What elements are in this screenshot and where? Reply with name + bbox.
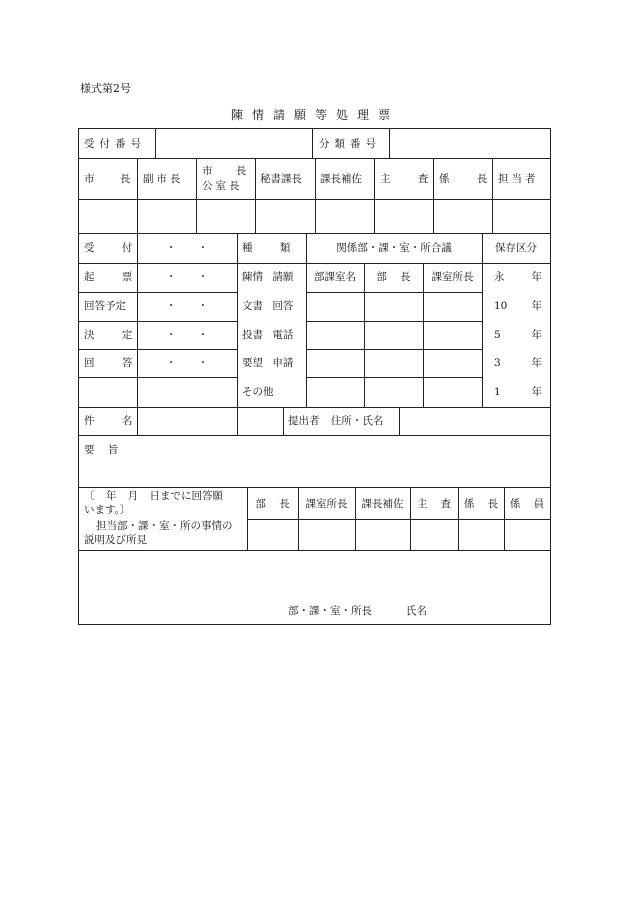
retention-10-years bbox=[494, 300, 542, 312]
rule bbox=[79, 550, 550, 551]
rule bbox=[374, 158, 375, 233]
rule bbox=[306, 292, 482, 293]
retention-1-year bbox=[494, 386, 542, 398]
retention-unit: 年 bbox=[531, 329, 542, 341]
rule bbox=[79, 435, 550, 436]
retention-unit: 年 bbox=[531, 357, 542, 369]
type-header: 種 類 bbox=[242, 242, 291, 254]
retention-unit: 年 bbox=[531, 271, 542, 283]
type-request-application: 要望 申請 bbox=[242, 357, 294, 369]
rule bbox=[492, 158, 493, 233]
rule bbox=[237, 233, 238, 435]
rule bbox=[389, 129, 390, 158]
response-col-inspector: 主 査 bbox=[416, 498, 452, 510]
approver-staff-in-charge: 担当者 bbox=[498, 173, 539, 185]
response-col-dept-head: 部 長 bbox=[255, 498, 290, 510]
classification-number-label: 分類番号 bbox=[319, 138, 381, 150]
rule bbox=[79, 487, 550, 488]
rule bbox=[355, 487, 356, 550]
date-value-answer: ・ ・ bbox=[165, 357, 209, 369]
response-deadline-line2: います。〕 bbox=[84, 504, 131, 516]
response-explanation-line2: 説明及び所見 bbox=[84, 534, 147, 546]
rule bbox=[482, 233, 483, 407]
approver-section-head: 係 長 bbox=[439, 173, 488, 185]
rule bbox=[364, 263, 365, 407]
date-label-decision: 決 定 bbox=[84, 329, 133, 341]
rule bbox=[79, 321, 237, 322]
related-col-dept-name: 部課室名 bbox=[314, 271, 356, 283]
approver-assistant-chief: 課長補佐 bbox=[320, 173, 362, 185]
subject-label: 件 名 bbox=[84, 415, 133, 427]
rule bbox=[196, 158, 197, 233]
retention-num: 永 bbox=[494, 271, 505, 283]
response-deadline-line1: 〔 年 月 日までに回答願 bbox=[84, 490, 224, 502]
date-label-planned-answer: 回答予定 bbox=[84, 300, 126, 312]
rule bbox=[399, 407, 400, 435]
rule bbox=[315, 158, 316, 233]
approver-mayor-2: 市 長 bbox=[202, 165, 247, 177]
rule bbox=[137, 158, 138, 233]
response-explanation-line1: 担当部・課・室・所の事情の bbox=[96, 520, 233, 532]
retention-num: 10 bbox=[494, 300, 508, 312]
approver-mayor: 市 長 bbox=[84, 173, 131, 185]
date-value-planned-answer: ・ ・ bbox=[165, 300, 209, 312]
rule bbox=[423, 263, 424, 407]
related-header: 関係部・課・室・所合議 bbox=[336, 242, 452, 254]
type-letter-phone: 投書 電話 bbox=[242, 329, 294, 341]
approver-office-chief: 公室長 bbox=[202, 180, 243, 192]
retention-5-years bbox=[494, 329, 542, 341]
rule bbox=[79, 292, 237, 293]
rule bbox=[458, 487, 459, 550]
rule bbox=[306, 233, 307, 407]
rule bbox=[306, 377, 482, 378]
footer-name-label: 氏名 bbox=[406, 605, 427, 617]
form-number: 様式第2号 bbox=[80, 82, 131, 95]
date-label-draft: 起 票 bbox=[84, 271, 133, 283]
response-col-staff: 係 員 bbox=[509, 498, 545, 510]
retention-num: 1 bbox=[494, 386, 501, 398]
retention-header: 保存区分 bbox=[495, 242, 537, 254]
retention-num: 5 bbox=[494, 329, 501, 341]
rule bbox=[312, 129, 313, 158]
approver-deputy-mayor: 副市長 bbox=[143, 173, 184, 185]
receipt-number-label: 受付番号 bbox=[84, 138, 146, 150]
date-value-draft: ・ ・ bbox=[165, 271, 209, 283]
retention-num: 3 bbox=[494, 357, 501, 369]
form-frame bbox=[78, 128, 551, 625]
rule bbox=[306, 321, 482, 322]
rule bbox=[79, 349, 237, 350]
rule bbox=[433, 158, 434, 233]
rule bbox=[137, 233, 138, 407]
rule bbox=[237, 263, 550, 264]
retention-unit: 年 bbox=[531, 386, 542, 398]
rule bbox=[79, 233, 550, 234]
type-document-answer: 文書 回答 bbox=[242, 300, 294, 312]
rule bbox=[306, 349, 482, 350]
approver-inspector: 主 査 bbox=[380, 173, 429, 185]
approver-secretary-chief: 秘書課長 bbox=[260, 173, 302, 185]
date-label-answer: 回 答 bbox=[84, 357, 133, 369]
rule bbox=[283, 407, 284, 435]
rule bbox=[155, 129, 156, 158]
type-other: その他 bbox=[242, 386, 274, 398]
rule bbox=[137, 407, 138, 435]
submitter-label: 提出者 住所・氏名 bbox=[288, 415, 384, 427]
rule bbox=[79, 407, 550, 408]
date-label-receipt: 受 付 bbox=[84, 242, 133, 254]
summary-label: 要 旨 bbox=[84, 444, 119, 456]
related-col-office-head: 課室所長 bbox=[431, 271, 474, 283]
rule bbox=[298, 487, 299, 550]
retention-unit: 年 bbox=[531, 300, 542, 312]
response-col-office-head: 課室所長 bbox=[305, 498, 348, 510]
date-value-decision: ・ ・ bbox=[165, 329, 209, 341]
rule bbox=[247, 487, 248, 550]
retention-permanent bbox=[494, 271, 542, 283]
form-title: 陳情請願等処理票 bbox=[230, 108, 399, 122]
type-petition: 陳情 請願 bbox=[242, 271, 294, 283]
rule bbox=[79, 377, 237, 378]
footer-department-head: 部・課・室・所長 bbox=[288, 605, 372, 617]
rule bbox=[255, 158, 256, 233]
retention-3-years bbox=[494, 357, 542, 369]
rule bbox=[410, 487, 411, 550]
related-col-dept-head: 部 長 bbox=[376, 271, 411, 283]
date-value-receipt: ・ ・ bbox=[165, 242, 209, 254]
response-col-section-head: 係 長 bbox=[463, 498, 499, 510]
rule bbox=[79, 263, 237, 264]
response-col-assistant-chief: 課長補佐 bbox=[361, 498, 404, 510]
rule bbox=[504, 487, 505, 550]
